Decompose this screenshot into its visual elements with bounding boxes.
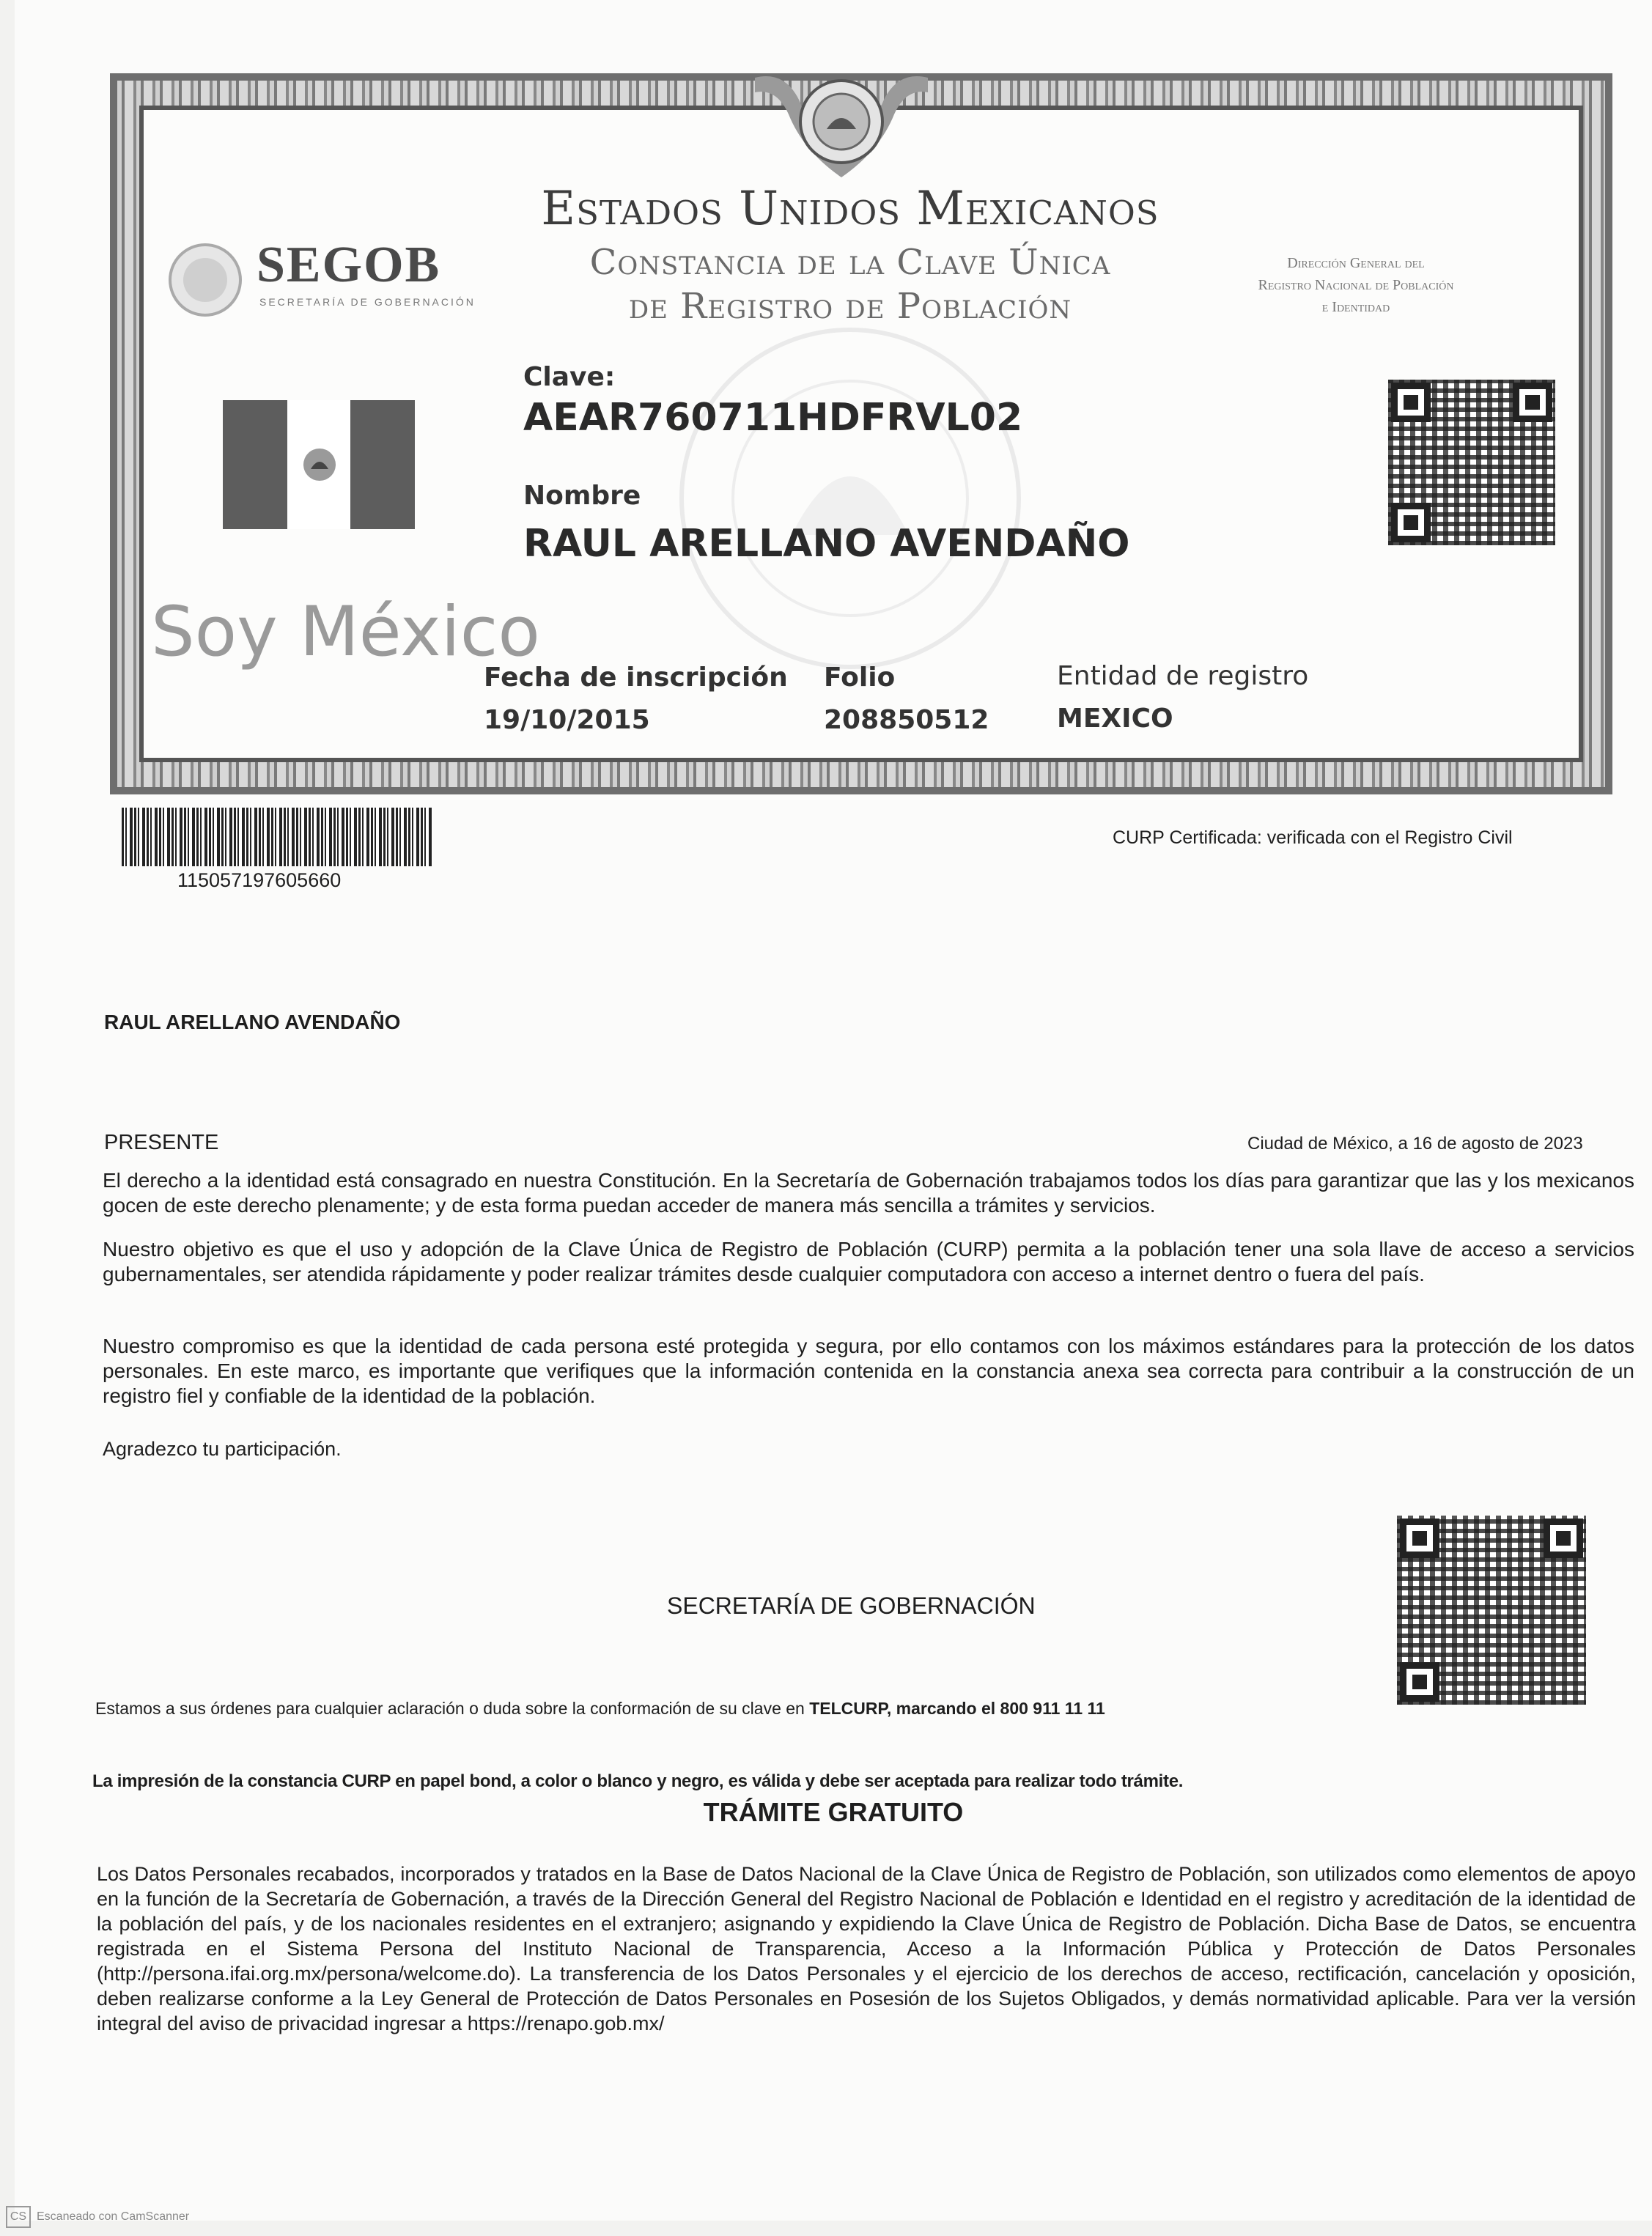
nombre-value: RAUL ARELLANO AVENDAÑO: [523, 522, 1130, 566]
thanks-line: Agradezco tu participación.: [103, 1438, 342, 1460]
fecha-label: Fecha de inscripción: [484, 663, 788, 693]
country-title: Estados Unidos Mexicanos: [541, 182, 1159, 236]
document-page: [15, 0, 1652, 2221]
camscanner-label: Escaneado con CamScanner: [37, 2210, 190, 2223]
nombre-label: Nombre: [523, 481, 641, 511]
telcurp-text: Estamos a sus órdenes para cualquier aclaración o duda sobre la conformación de su clave en: [95, 1699, 810, 1718]
segob-emblem-icon: [167, 242, 243, 318]
signature-secretaria: SECRETARÍA DE GOBERNACIÓN: [667, 1593, 1036, 1619]
barcode: [122, 808, 432, 866]
clave-label: Clave:: [523, 362, 616, 392]
telcurp-line: [95, 1696, 1105, 1721]
folio-label: Folio: [824, 663, 896, 693]
entidad-value: MEXICO: [1057, 704, 1173, 734]
print-validity-note: La impresión de la constancia CURP en papel bond, a color o blanco y negro, es válida y debe ser aceptada para realizar todo trámite.: [92, 1771, 1184, 1791]
dgr-line-2: Registro Nacional de Población: [1258, 277, 1454, 293]
paragraph-identity: El derecho a la identidad está consagrado en nuestra Constitución. En la Secretaría de Gobernación trabajamos todos los días para garantizar que las y los mexicanos gocen de este derecho plenamente; y de esta forma puedan acceder de manera más sencilla a trámites y servicios.: [103, 1169, 1634, 1217]
soy-mexico-slogan: Soy México: [151, 592, 540, 672]
privacy-notice: Los Datos Personales recabados, incorporados y tratados en la Base de Datos Nacional de la Clave Única de Registro de Población, son utilizados como elementos de apoyo en la función de la Secretaría de Gobernación, a través de la Dirección General del Registro Nacional de Población e Identidad en el registro y acreditación de la identidad de la población del país, y de los nacionales residentes en el extranjero; asignando y expidiendo la Clave Única de Registro de Población. Dicha Base de Datos, se encuentra registrada en el Sistema Persona del Instituto Nacional de Transparencia, Acceso a la Información Pública y Protección de Datos Personales (http://persona.ifai.org.mx/persona/welcome.do). La transferencia de los Datos Personales y el ejercicio de los derechos de acceso, rectificación, cancelación y oposición, deben realizarse conforme a la Ley General de Protección de Datos Personales en Posesión de los Sujetos Obligados, y demás normatividad aplicable. Para ver la versión integral del aviso de privacidad ingresar a https://renapo.gob.mx/: [97, 1863, 1636, 2034]
certificate-qr-code: [1388, 380, 1555, 545]
barcode-number: 115057197605660: [177, 869, 342, 891]
flag-emblem-icon: [299, 444, 340, 485]
mexico-flag-icon: [223, 400, 415, 529]
document-subtitle-1: Constancia de la Clave Única: [589, 242, 1111, 283]
fecha-value: 19/10/2015: [484, 705, 650, 735]
segob-subtitle: SECRETARÍA DE GOBERNACIÓN: [259, 296, 476, 308]
watermark-seal-icon: [623, 315, 1077, 682]
presente-label: PRESENTE: [104, 1131, 219, 1154]
folio-value: 208850512: [824, 705, 989, 735]
letter-qr-code: [1397, 1516, 1586, 1705]
camscanner-logo-icon: CS: [6, 2206, 31, 2228]
dgr-line-1: Dirección General del: [1287, 255, 1425, 271]
paragraph-objective: Nuestro objetivo es que el uso y adopción de la Clave Única de Registro de Población (CURP) permita a la población tener una sola llave de acceso a servicios gubernamentales, ser atendida rápidamente y poder realizar trámites desde cualquier computadora con acceso a internet dentro o fuera del país.: [103, 1238, 1634, 1285]
place-date: Ciudad de México, a 16 de agosto de 2023: [1247, 1134, 1583, 1154]
clave-value: AEAR760711HDFRVL02: [523, 396, 1023, 440]
dgrnpi-label: [1202, 252, 1510, 318]
segob-logo-text: SEGOB: [257, 237, 441, 293]
camscanner-watermark: [6, 2206, 189, 2228]
entidad-label: Entidad de registro: [1057, 661, 1309, 691]
document-subtitle-2: de Registro de Población: [628, 286, 1072, 327]
dgr-line-3: e Identidad: [1321, 299, 1390, 315]
free-procedure-title: TRÁMITE GRATUITO: [703, 1797, 964, 1827]
paragraph-commitment: Nuestro compromiso es que la identidad de cada persona esté protegida y segura, por ello contamos con los máximos estándares para la protección de los datos personales. En este marco, es importante que verifiques que la información contenida en la constancia anexa sea correcta para contribuir a la construcción de un registro fiel y confiable de la identidad de la población.: [103, 1335, 1634, 1407]
national-seal-icon: [755, 70, 928, 179]
recipient-name: RAUL ARELLANO AVENDAÑO: [104, 1011, 401, 1033]
certified-note: CURP Certificada: verificada con el Registro Civil: [1113, 827, 1513, 848]
telcurp-number: TELCURP, marcando el 800 911 11 11: [809, 1699, 1105, 1718]
